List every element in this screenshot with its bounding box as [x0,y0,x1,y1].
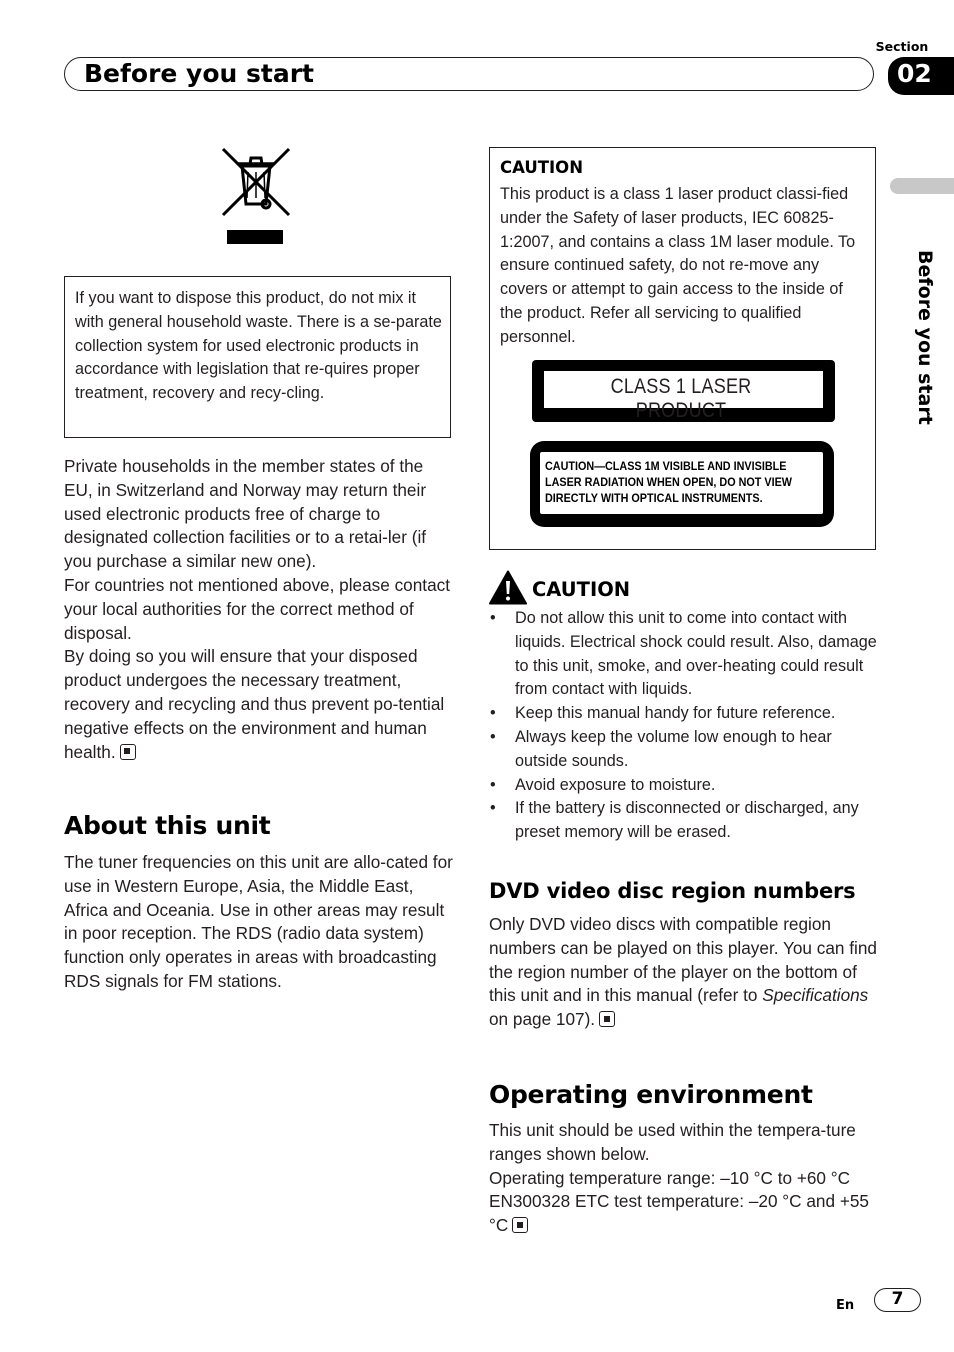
laser-class-label-text: CLASS 1 LASER PRODUCT [610,375,752,422]
disposal-paragraph: For countries not mentioned above, please contact your local authorities for the correct method of disposal. [64,574,450,643]
end-of-section-icon [599,1011,615,1027]
crossed-out-wheelie-bin-icon [220,146,292,218]
warning-triangle-icon [489,570,527,605]
operating-environment-text [489,1119,879,1238]
footer-language: En [836,1298,855,1313]
disposal-paragraphs [64,455,454,764]
operating-line: Operating temperature range: –10 °C to +60 °C [489,1167,851,1188]
dvd-region-text [489,913,879,1032]
caution-list-item: • Keep this manual handy for future reference. [489,702,881,726]
dvd-region-text-start: Only DVD video discs with compatible region numbers can be played on this player. You can find the region number of the player on the bottom of this unit and in this manual (refer to [489,914,877,1006]
section-number: 02 [897,59,932,88]
dvd-region-heading: DVD video disc region numbers [489,879,856,903]
caution-heading: CAUTION [532,578,631,601]
header-title: Before you start [84,59,315,88]
caution-list-item: • Avoid exposure to moisture. [489,774,881,798]
end-of-section-icon [120,744,136,760]
operating-line [489,1190,879,1238]
operating-environment-heading: Operating environment [489,1080,813,1109]
section-label: Section [875,39,929,54]
disposal-paragraph: Private households in the member states of the EU, in Switzerland and Norway may return their used electronic products free of charge to designated collection facilities or to a retai-ler (if you purchase a similar new one). [64,456,427,572]
operating-line: This unit should be used within the tempera-ture ranges shown below. [489,1120,856,1164]
page-number: 7 [891,1289,904,1309]
side-tab-bar [890,178,954,194]
laser-warning-label-text: CAUTION—CLASS 1M VISIBLE AND INVISIBLE LASER RADIATION WHEN OPEN, DO NOT VIEW DIRECTLY WITH OPTICAL INSTRUMENTS. [545,459,793,505]
about-heading: About this unit [64,811,271,840]
caution-list-item: • Always keep the volume low enough to hear outside sounds. [489,726,881,774]
operating-line-text: EN300328 ETC test temperature: –20 °C and +55 °C [489,1191,869,1236]
laser-caution-heading: CAUTION [500,158,583,177]
dvd-region-text-end: on page 107). [489,1009,596,1030]
about-text: The tuner frequencies on this unit are allo-cated for use in Western Europe, Asia, the Middle East, Africa and Oceania. Use in other areas may result in poor reception. The RDS (radio data system) function only operates in areas with broadcasting RDS signals for FM stations. [64,852,453,991]
caution-list-item: • If the battery is disconnected or discharged, any preset memory will be erased. [489,797,881,845]
side-tab-label: Before you start [914,250,936,425]
caution-list-item: • Do not allow this unit to come into contact with liquids. Electrical shock could result. Also, damage to this unit, smoke, and over-heating could result from contact with liquids. [489,607,881,702]
specifications-reference: Specifications [762,985,869,1006]
weee-bar [227,230,283,244]
disposal-notice-text: If you want to dispose this product, do not mix it with general household waste. There is a se-parate collection system for used electronic products in accordance with legislation that re-quires proper treatment, recovery and recy-cling. [75,289,442,403]
laser-caution-text: This product is a class 1 laser product classi-fied under the Safety of laser products, IEC 60825-1:2007, and contains a class 1M laser module. To ensure continued safety, do not re-move any covers or attempt to gain access to the inside of the product. Refer all servicing to qualified personnel. [500,185,856,346]
caution-list [489,607,881,845]
end-of-section-icon [512,1217,528,1233]
disposal-paragraph-text: By doing so you will ensure that your disposed product undergoes the necessary treatment, recovery and recycling and thus prevent po-tential negative effects on the environment and human health. [64,646,445,762]
disposal-paragraph [64,645,454,764]
